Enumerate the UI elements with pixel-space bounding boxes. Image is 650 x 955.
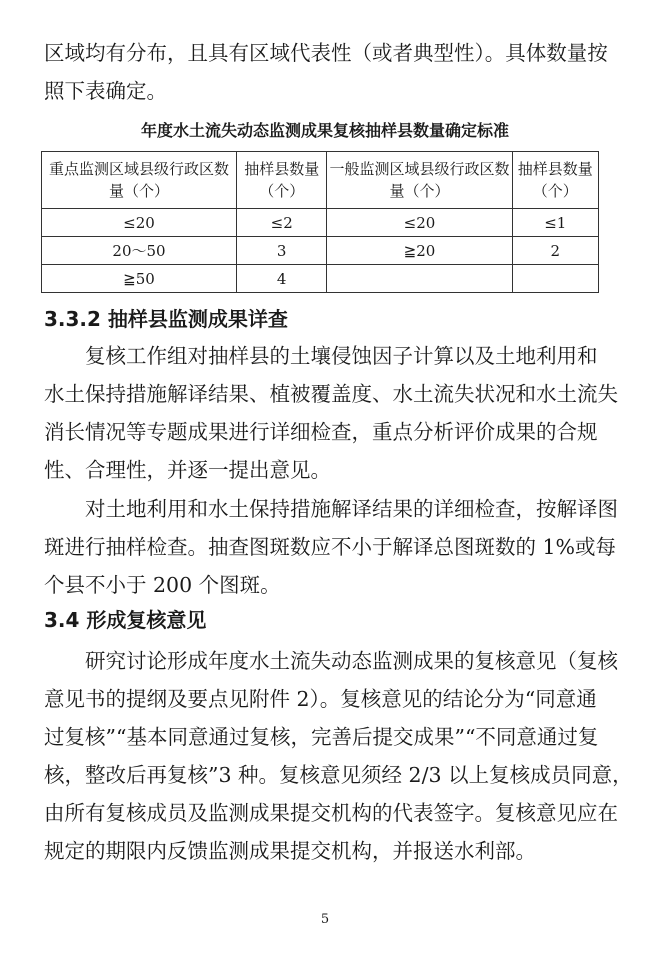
page-number: 5 — [320, 912, 330, 927]
text-line: 斑进行抽样检查。抽查图斑数应不小于解译总图斑数的 1%或每 — [44, 535, 617, 559]
text-line: 研究讨论形成年度水土流失动态监测成果的复核意见（复核 — [85, 649, 618, 673]
text-line: 过复核”“基本同意通过复核，完善后提交成果”“不同意通过复 — [44, 725, 599, 749]
text-line: 意见书的提纲及要点见附件 2）。复核意见的结论分为“同意通 — [44, 687, 597, 711]
section-332-paragraph-2 — [44, 490, 618, 604]
text-line: 核，整改后再复核”3 种。复核意见须经 2/3 以上复核成员同意， — [44, 763, 633, 787]
header-cell: 抽样县数量（个） — [237, 152, 327, 209]
text-line: 个县不小于 200 个图斑。 — [44, 573, 281, 597]
section-332-paragraph-1 — [44, 337, 618, 489]
text-line: 对土地利用和水土保持措施解译结果的详细检查，按解译图 — [85, 497, 618, 521]
table-cell: 3 — [237, 237, 327, 265]
table-cell: ≧50 — [42, 265, 237, 293]
table-cell: 2 — [512, 237, 598, 265]
section-34-paragraph — [44, 642, 633, 870]
table-cell: ≤20 — [327, 209, 512, 237]
header-cell: 抽样县数量（个） — [512, 152, 598, 209]
table-header-row — [42, 152, 599, 209]
table-cell — [327, 265, 512, 293]
section-heading-3-3-2: 3.3.2 抽样县监测成果详查 — [44, 307, 288, 331]
sampling-standard-table — [41, 151, 599, 293]
text-line: 规定的期限内反馈监测成果提交机构，并报送水利部。 — [44, 839, 536, 863]
table-row — [42, 265, 599, 293]
table-cell: 4 — [237, 265, 327, 293]
table-cell: ≧20 — [327, 237, 512, 265]
table-row — [42, 237, 599, 265]
intro-paragraph — [44, 34, 610, 110]
section-heading-3-4: 3.4 形成复核意见 — [44, 608, 207, 632]
text-line: 区域均有分布，且具有区域代表性（或者典型性）。具体数量按 — [44, 41, 608, 65]
table-cell: ≤20 — [42, 209, 237, 237]
header-cell: 一般监测区域县级行政区数量（个） — [327, 152, 512, 209]
text-line: 消长情况等专题成果进行详细检查，重点分析评价成果的合规 — [44, 420, 598, 444]
table-cell: ≤1 — [512, 209, 598, 237]
text-line: 由所有复核成员及监测成果提交机构的代表签字。复核意见应在 — [44, 801, 618, 825]
header-cell: 重点监测区域县级行政区数量（个） — [42, 152, 237, 209]
text-line: 性、合理性，并逐一提出意见。 — [44, 458, 331, 482]
table-cell: ≤2 — [237, 209, 327, 237]
text-line: 水土保持措施解译结果、植被覆盖度、水土流失状况和水土流失 — [44, 382, 618, 406]
text-line: 复核工作组对抽样县的土壤侵蚀因子计算以及土地利用和 — [85, 344, 598, 368]
table-caption: 年度水土流失动态监测成果复核抽样县数量确定标准 — [140, 121, 509, 140]
table-cell: 20～50 — [42, 237, 237, 265]
table-cell — [512, 265, 598, 293]
text-line: 照下表确定。 — [44, 79, 167, 103]
table-row — [42, 209, 599, 237]
